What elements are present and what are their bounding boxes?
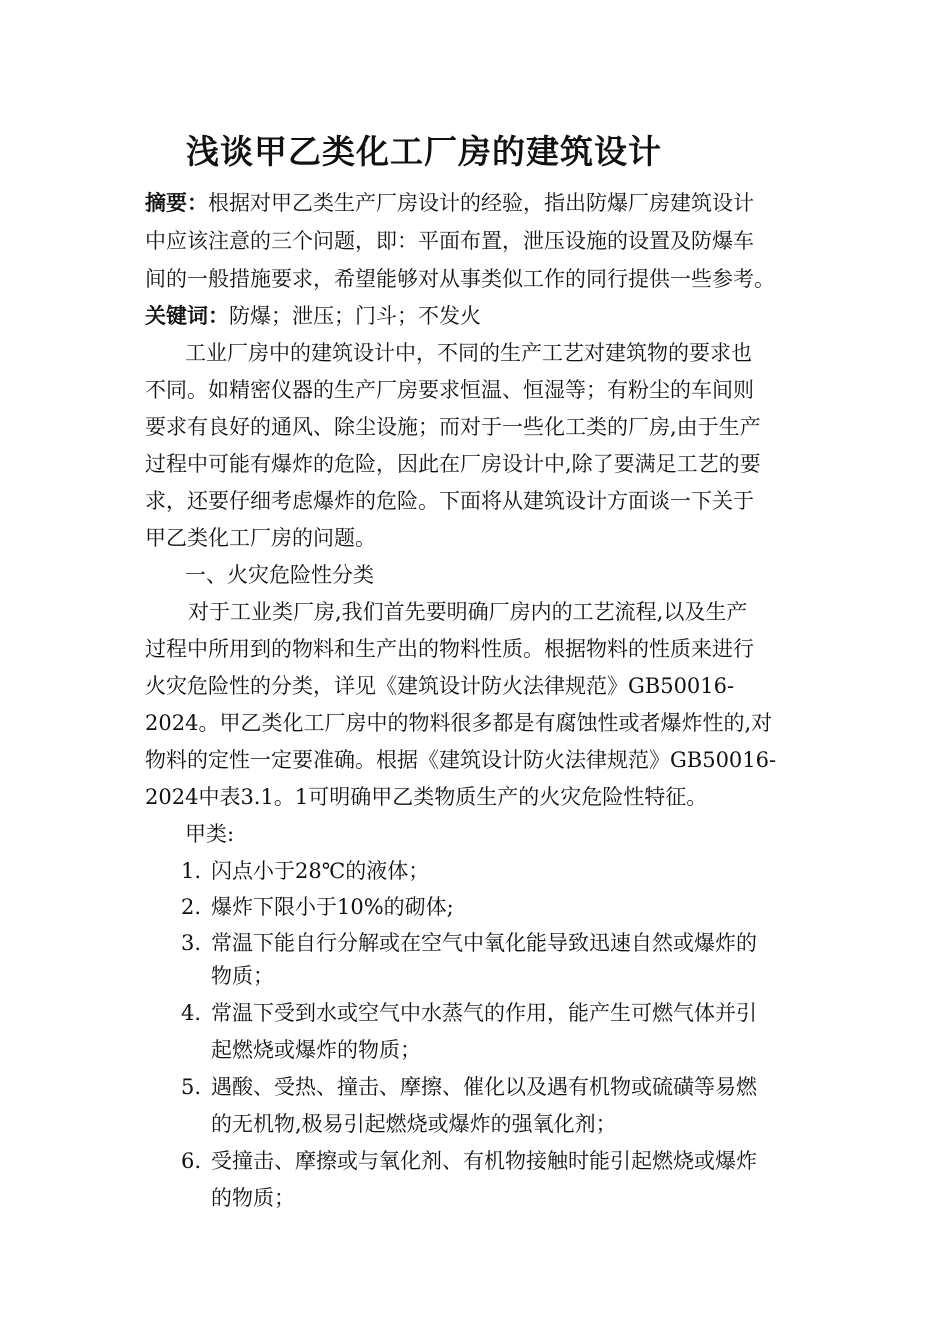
list-item (181, 892, 454, 922)
paragraph-line: 2024中表3.1。1可明确甲乙类物质生产的火灾危险性特征。 (145, 785, 708, 809)
paragraph-line: 火灾危险性的分类，详见《建筑设计防火法律规范》GB50016- (145, 674, 735, 698)
keywords-label: 关键词： (145, 304, 229, 328)
section-heading: 一、火灾危险性分类 (185, 563, 374, 587)
list-item (181, 928, 757, 958)
paragraph-line: 求，还要仔细考虑爆炸的危险。下面将从建筑设计方面谈一下关于 (145, 489, 754, 513)
abstract-line: 中应该注意的三个问题，即：平面布置，泄压设施的设置及防爆车 (145, 229, 754, 253)
list-text: 闪点小于28℃的液体； (211, 859, 430, 883)
abstract-line (145, 188, 754, 218)
list-number: 3. (181, 931, 202, 955)
page-title: 浅谈甲乙类化工厂房的建筑设计 (186, 132, 662, 171)
paragraph-line: 不同。如精密仪器的生产厂房要求恒温、恒湿等；有粉尘的车间则 (145, 378, 754, 402)
list-text-continuation: 起燃烧或爆炸的物质； (211, 1038, 421, 1062)
list-text-continuation: 的物质； (211, 1186, 295, 1210)
paragraph-line: 过程中所用到的物料和生产出的物料性质。根据物料的性质来进行 (145, 637, 754, 661)
list-number: 4. (181, 1001, 202, 1025)
keywords-line (145, 301, 481, 331)
list-number: 2. (181, 895, 202, 919)
list-item (181, 1146, 757, 1176)
paragraph-line: 要求有良好的通风、除尘设施；而对于一些化工类的厂房,由于生产 (145, 415, 761, 439)
abstract-text: 根据对甲乙类生产厂房设计的经验，指出防爆厂房建筑设计 (208, 191, 754, 215)
list-text: 常温下能自行分解或在空气中氧化能导致迅速自然或爆炸的 (211, 931, 757, 955)
abstract-line: 间的一般措施要求，希望能够对从事类似工作的同行提供一些参考。 (145, 267, 775, 291)
list-text: 爆炸下限小于10%的砌体; (211, 895, 454, 919)
list-number: 6. (181, 1149, 202, 1173)
paragraph-line: 2024。甲乙类化工厂房中的物料很多都是有腐蚀性或者爆炸性的,对 (145, 711, 773, 735)
class-a-label: 甲类: (185, 822, 235, 846)
paragraph-line: 甲乙类化工厂房的问题。 (145, 526, 376, 550)
list-text: 受撞击、摩擦或与氧化剂、有机物接触时能引起燃烧或爆炸 (211, 1149, 757, 1173)
list-item (181, 1072, 757, 1102)
list-number: 5. (181, 1075, 202, 1099)
list-text-continuation: 物质； (211, 964, 274, 988)
list-text: 常温下受到水或空气中水蒸气的作用，能产生可燃气体并引 (211, 1001, 757, 1025)
abstract-label: 摘要： (145, 191, 208, 215)
paragraph-line: 工业厂房中的建筑设计中，不同的生产工艺对建筑物的要求也 (185, 341, 752, 365)
list-item (181, 998, 757, 1028)
list-text-continuation: 的无机物,极易引起燃烧或爆炸的强氧化剂； (211, 1112, 617, 1136)
paragraph-line: 过程中可能有爆炸的危险，因此在厂房设计中,除了要满足工艺的要 (145, 452, 761, 476)
list-number: 1. (181, 859, 202, 883)
list-item (181, 856, 429, 886)
list-text: 遇酸、受热、撞击、摩擦、催化以及遇有机物或硫磺等易燃 (211, 1075, 757, 1099)
paragraph-line: 物料的定性一定要准确。根据《建筑设计防火法律规范》GB50016- (145, 748, 777, 772)
paragraph-line: 对于工业类厂房,我们首先要明确厂房内的工艺流程,以及生产 (188, 600, 748, 624)
keywords-text: 防爆；泄压；门斗；不发火 (229, 304, 481, 328)
